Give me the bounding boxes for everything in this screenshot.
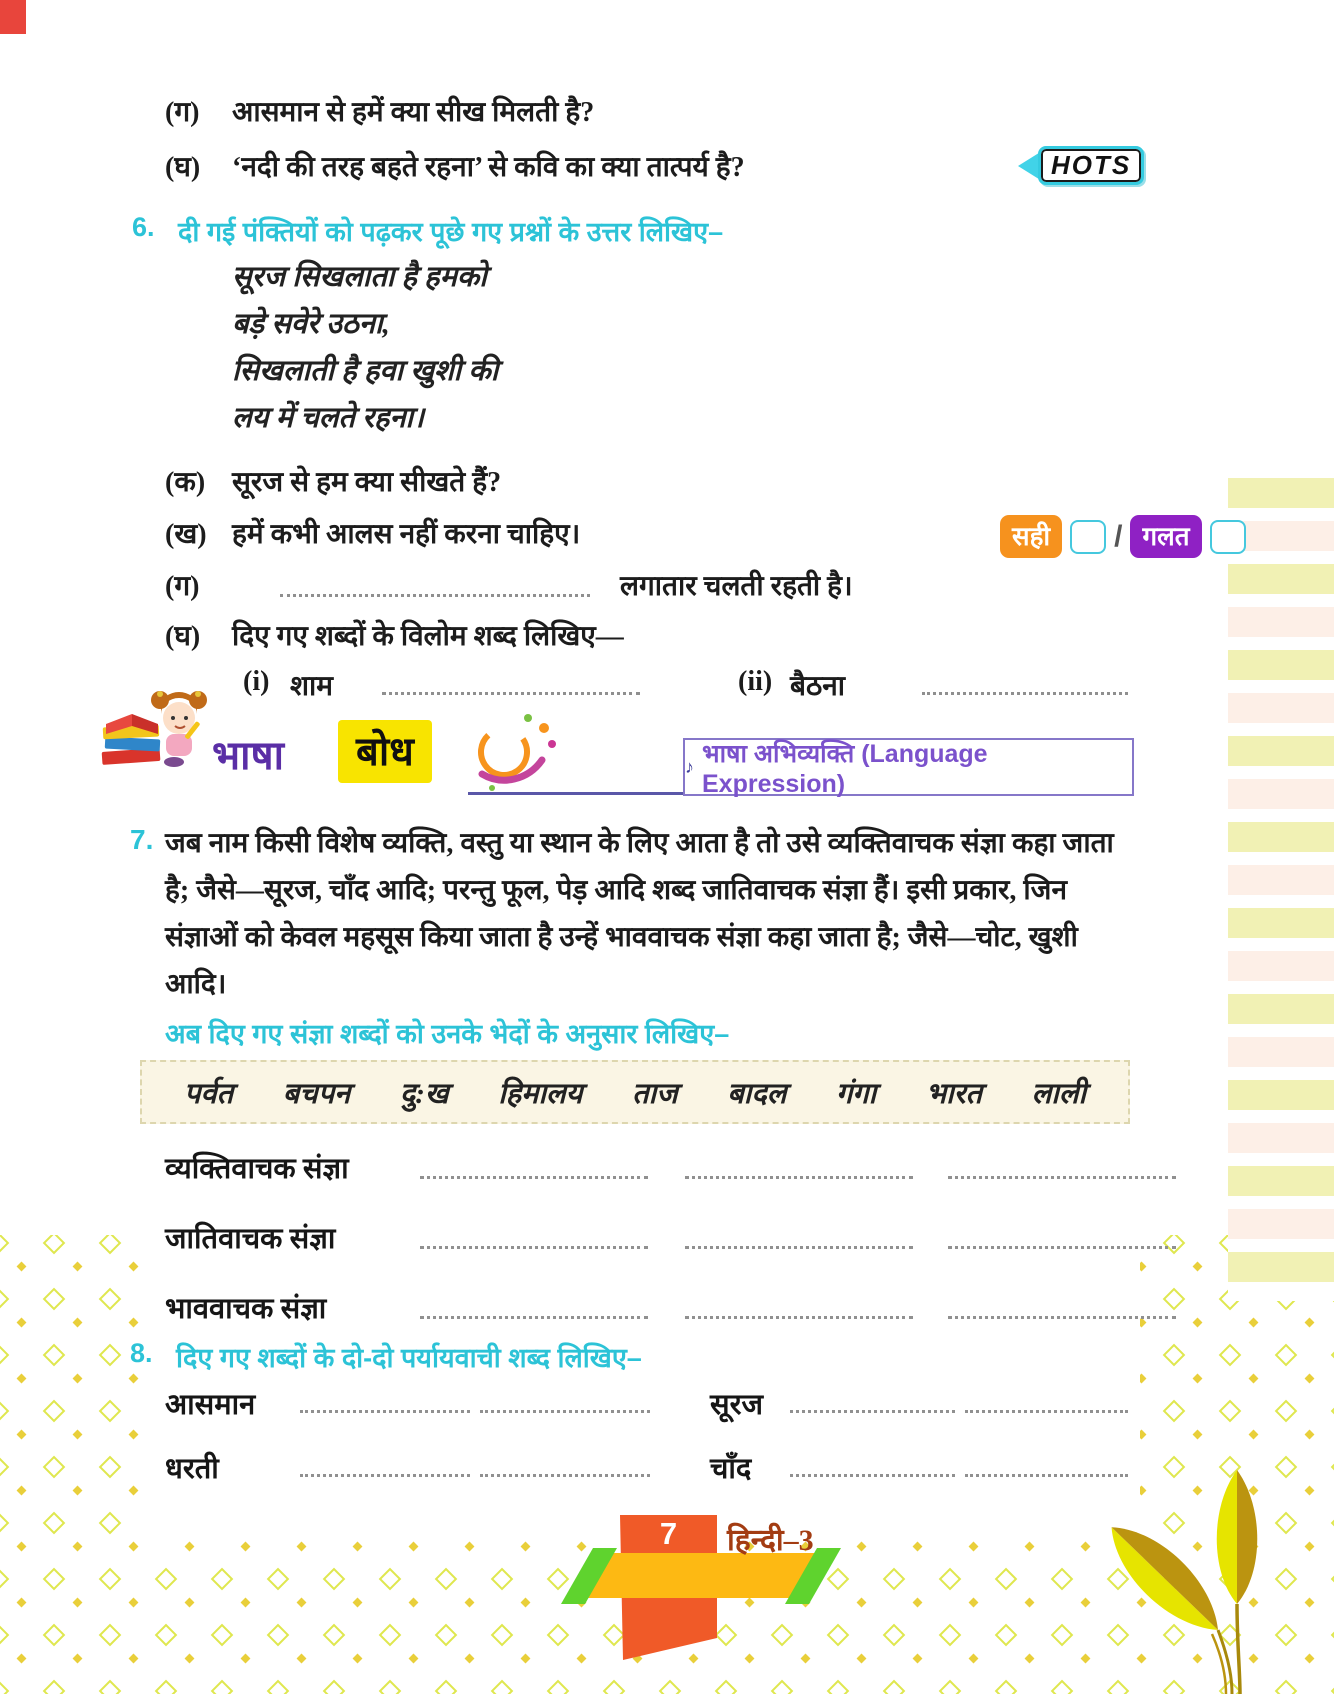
false-checkbox[interactable] <box>1210 520 1246 554</box>
q7-term-common-noun: जातिवाचक संज्ञा <box>702 875 867 906</box>
category-label: भाववाचक संज्ञा <box>165 1293 327 1325</box>
poem-line: सिखलाती है हवा खुशी की <box>232 355 499 387</box>
synonym-row-2 <box>165 1448 1130 1498</box>
poem-block <box>232 254 498 442</box>
category-blank[interactable] <box>948 1174 1176 1179</box>
synonym-row-1 <box>165 1384 1130 1434</box>
q6-sub-ghh-text: दिए गए शब्दों के विलोम शब्द लिखिए— <box>232 621 624 652</box>
antonym-1-word: शाम <box>290 671 334 702</box>
category-label: व्यक्तिवाचक संज्ञा <box>165 1153 349 1185</box>
synonym-blank[interactable] <box>300 1408 470 1413</box>
category-blank[interactable] <box>420 1314 648 1319</box>
q7-term-abstract-noun: भाववाचक संज्ञा <box>604 922 761 953</box>
q8-number: 8. <box>130 1338 153 1368</box>
word-bank-item: भारत <box>925 1077 983 1110</box>
q7-text: कहा जाता है; जैसे—चोट, खुशी आदि। <box>165 922 1078 1000</box>
q6-sub-kh-label: (ख) <box>165 519 207 550</box>
q6-sub-kh-text: हमें कभी आलस नहीं करना चाहिए। <box>232 519 581 550</box>
q7-instruction: अब दिए गए संज्ञा शब्दों को उनके भेदों के अनुसार लिखिए– <box>165 1019 730 1049</box>
synonym-word: धरती <box>165 1453 219 1485</box>
category-blank[interactable] <box>420 1244 648 1249</box>
true-false-control <box>1000 515 1246 558</box>
category-blank[interactable] <box>420 1174 648 1179</box>
category-label: जातिवाचक संज्ञा <box>165 1223 336 1255</box>
language-expression-label: भाषा अभिव्यक्ति (Language Expression) <box>702 739 988 798</box>
q6-sub-k-label: (क) <box>165 467 206 498</box>
word-bank-item: लाली <box>1031 1077 1086 1110</box>
question-g-label: (ग) <box>165 97 200 128</box>
synonym-blank[interactable] <box>300 1472 470 1477</box>
q6-number: 6. <box>132 212 155 242</box>
true-badge: सही <box>1000 515 1062 558</box>
question-g-text: आसमान से हमें क्या सीख मिलती है? <box>232 97 595 128</box>
antonym-2-word: बैठना <box>790 671 846 702</box>
poem-line: लय में चलते रहना। <box>232 402 425 434</box>
q6-sub-ghh-label: (घ) <box>165 621 201 652</box>
q6-sub-g-text: लगातार चलती रहती है। <box>620 571 853 602</box>
category-row-common-noun <box>165 1218 1130 1270</box>
category-blank[interactable] <box>685 1244 913 1249</box>
category-blank[interactable] <box>948 1244 1176 1249</box>
section-title-bodh: बोध <box>338 720 432 783</box>
question-gh-text: ‘नदी की तरह बहते रहना’ से कवि का क्या तात्पर्य है? <box>232 152 745 183</box>
synonym-blank[interactable] <box>480 1472 650 1477</box>
corner-accent <box>0 0 26 34</box>
q8-heading: दिए गए शब्दों के दो-दो पर्यायवाची शब्द लिखिए– <box>176 1343 642 1373</box>
hots-label: HOTS <box>1038 146 1144 185</box>
synonym-blank[interactable] <box>790 1408 955 1413</box>
antonym-1-label: (i) <box>243 666 270 697</box>
q7-text: कहा जाता है; जैसे—सूरज, चाँद आदि; परन्तु फूल, पेड़ आदि शब्द <box>165 828 1114 906</box>
synonym-word: चाँद <box>710 1453 752 1485</box>
synonym-word: आसमान <box>165 1389 256 1421</box>
word-bank-item: हिमालय <box>498 1077 583 1110</box>
note-icon: ♪ <box>685 756 694 777</box>
poem-line: बड़े सवेरे उठना, <box>232 308 390 340</box>
side-strips <box>1228 478 1334 1301</box>
question-gh-label: (घ) <box>165 152 201 183</box>
true-checkbox[interactable] <box>1070 520 1106 554</box>
q7-text: हैं। इसी प्रकार, जिन संज्ञाओं को केवल महसूस किया जाता है उन्हें <box>165 875 1067 953</box>
antonym-2-blank[interactable] <box>922 690 1128 695</box>
synonym-blank[interactable] <box>480 1408 650 1413</box>
hots-badge <box>1018 146 1144 185</box>
q7-number: 7. <box>130 824 154 855</box>
girl-reading-illustration <box>100 684 212 776</box>
q6-heading: दी गई पंक्तियों को पढ़कर पूछे गए प्रश्नों के उत्तर लिखिए– <box>178 217 724 247</box>
poem-line: सूरज सिखलाता है हमको <box>232 261 487 293</box>
page-number: 7 <box>659 1516 678 1551</box>
word-bank-item: दु:ख <box>399 1077 449 1110</box>
q7-text: जब नाम किसी विशेष व्यक्ति, वस्तु या स्थान के लिए आता है तो उसे <box>165 828 828 859</box>
tf-separator: / <box>1114 519 1123 553</box>
category-blank[interactable] <box>685 1174 913 1179</box>
language-expression-box <box>683 738 1134 796</box>
category-row-proper-noun <box>165 1148 1130 1200</box>
word-bank-item: ताज <box>632 1077 678 1110</box>
word-bank <box>140 1060 1130 1124</box>
swirl-decoration-icon <box>468 708 564 794</box>
synonym-blank[interactable] <box>790 1472 955 1477</box>
section-title-basha: भाषा <box>212 734 284 778</box>
q7-term-proper-noun: व्यक्तिवाचक संज्ञा <box>827 828 1005 859</box>
false-badge: गलत <box>1130 515 1201 558</box>
antonym-2-label: (ii) <box>738 666 773 697</box>
word-bank-item: पर्वत <box>184 1077 234 1110</box>
word-bank-item: बचपन <box>282 1077 351 1110</box>
q6-sub-k-text: सूरज से हम क्या सीखते हैं? <box>232 467 502 498</box>
category-blank[interactable] <box>685 1314 913 1319</box>
q7-paragraph <box>165 820 1130 1008</box>
word-bank-item: गंगा <box>835 1077 877 1110</box>
category-blank[interactable] <box>948 1314 1176 1319</box>
antonym-1-blank[interactable] <box>382 690 640 695</box>
word-bank-item: बादल <box>727 1077 787 1110</box>
book-title: हिन्दी–3 <box>727 1524 814 1557</box>
category-row-abstract-noun <box>165 1288 1130 1340</box>
q6-sub-g-blank[interactable] <box>280 592 590 597</box>
q6-sub-g-label: (ग) <box>165 571 200 602</box>
plant-illustration <box>1080 1372 1334 1694</box>
synonym-word: सूरज <box>710 1389 763 1421</box>
